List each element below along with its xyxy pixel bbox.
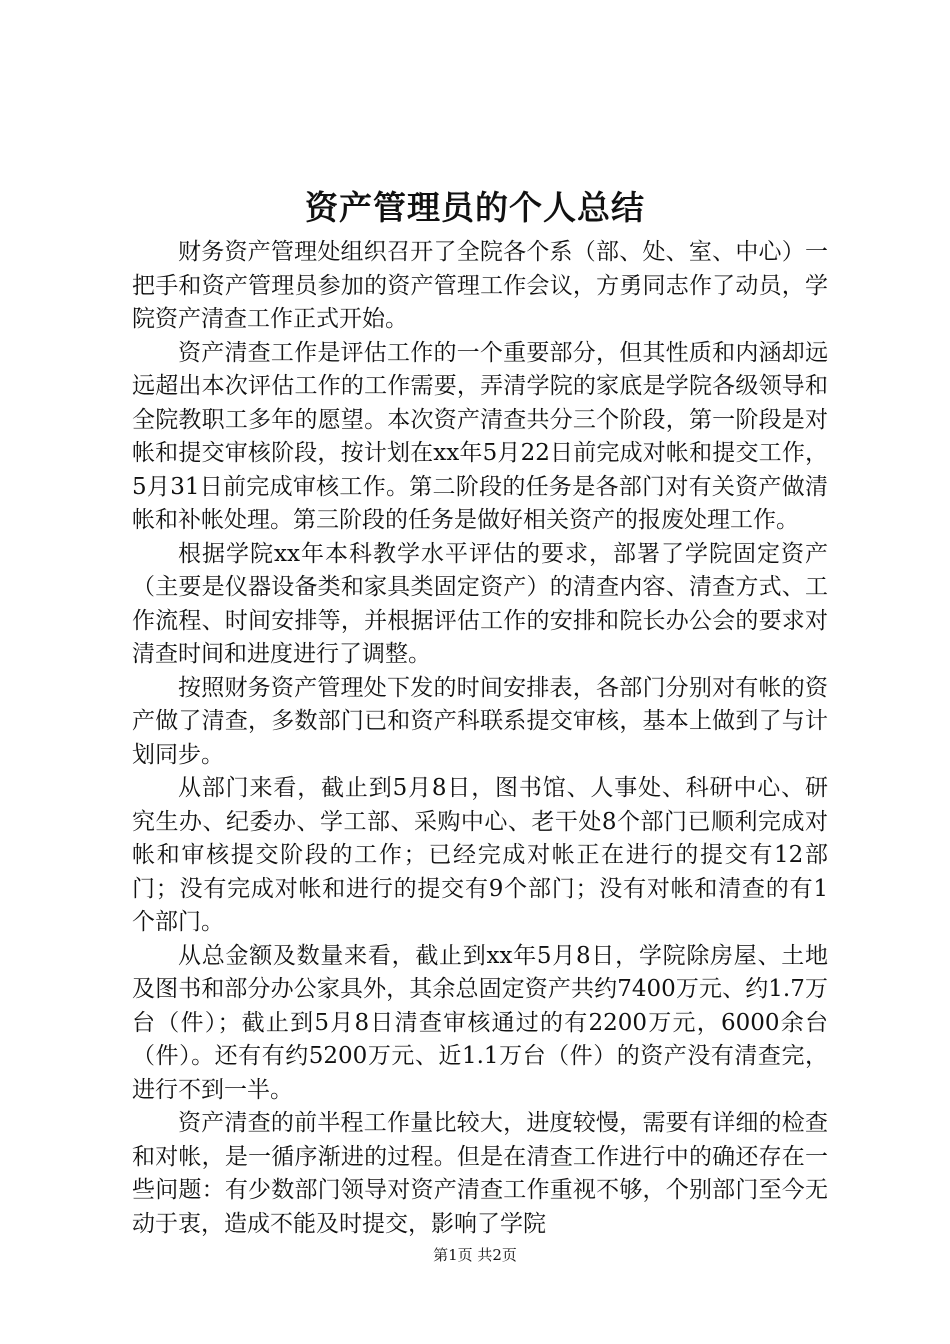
paragraph: 资产清查工作是评估工作的一个重要部分，但其性质和内涵却远远超出本次评估工作的工作需要，弄清学院的家底是学院各级领导和全院教职工多年的愿望。本次资产清查共分三个阶段，第一阶段是对帐和提交审核阶段，按计划在xx年5月22日前完成对帐和提交工作，5月31日前完成审核工作。第二阶段的任务是各部门对有关资产做清帐和补帐处理。第三阶段的任务是做好相关资产的报废处理工作。 — [132, 339, 828, 533]
paragraph: 资产清查的前半程工作量比较大，进度较慢，需要有详细的检查和对帐，是一循序渐进的过程。但是在清查工作进行中的确还存在一些问题：有少数部门领导对资产清查工作重视不够，个别部门至今无动于衷，造成不能及时提交，影响了学院 — [132, 1110, 828, 1237]
paragraph: 从部门来看，截止到5月8日，图书馆、人事处、科研中心、研究生办、纪委办、学工部、采购中心、老干处8个部门已顺利完成对帐和审核提交阶段的工作；已经完成对帐正在进行的提交有12部门；没有完成对帐和进行的提交有9个部门；没有对帐和清查的有1个部门。 — [132, 775, 828, 935]
paragraph: 财务资产管理处组织召开了全院各个系（部、处、室、中心）一把手和资产管理员参加的资产管理工作会议，方勇同志作了动员，学院资产清查工作正式开始。 — [132, 239, 828, 332]
paragraph: 从总金额及数量来看，截止到xx年5月8日，学院除房屋、土地及图书和部分办公家具外，其余总固定资产共约7400万元、约1.7万台（件）；截止到5月8日清查审核通过的有2200万元，6000余台（件）。还有有约5200万元、近1.1万台（件）的资产没有清查完，进行不到一半。 — [132, 942, 828, 1103]
paragraph: 根据学院xx年本科教学水平评估的要求，部署了学院固定资产（主要是仪器设备类和家具类固定资产）的清查内容、清查方式、工作流程、时间安排等，并根据评估工作的安排和院长办公会的要求对清查时间和进度进行了调整。 — [132, 540, 828, 667]
document-title: 资产管理员的个人总结 — [305, 188, 645, 227]
paragraph: 按照财务资产管理处下发的时间安排表，各部门分别对有帐的资产做了清查，多数部门已和资产科联系提交审核，基本上做到了与计划同步。 — [132, 674, 828, 768]
document-body — [132, 236, 828, 1241]
page-number-footer: 第1页 共2页 — [433, 1246, 517, 1264]
